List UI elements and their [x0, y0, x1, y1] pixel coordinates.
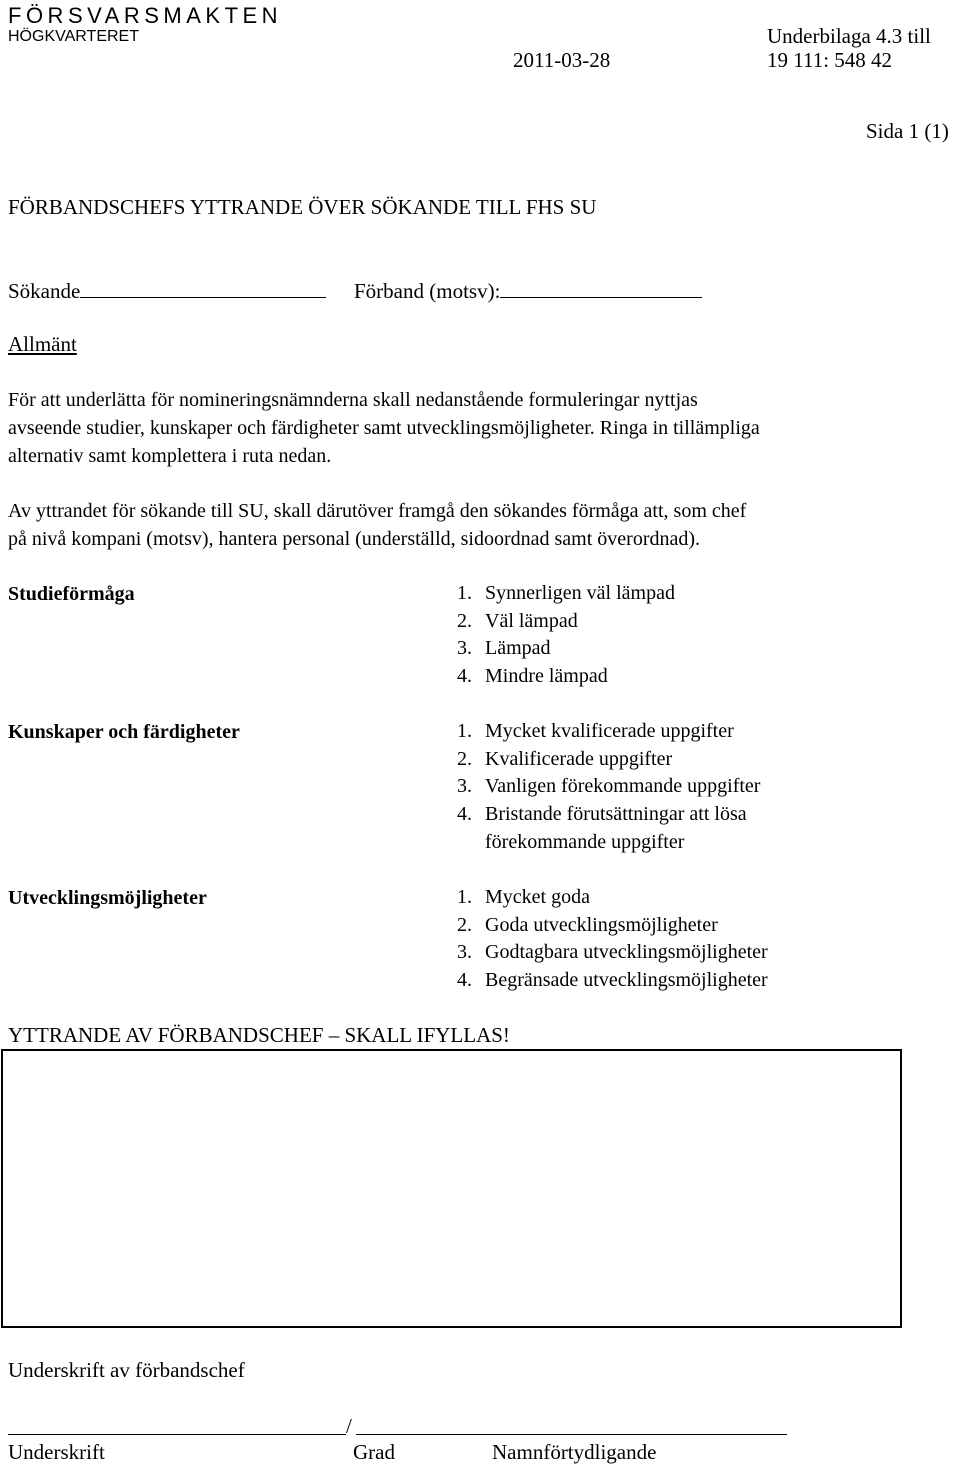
rank-label: Grad [353, 1440, 395, 1464]
criterion-options [457, 718, 805, 857]
signature-line[interactable] [8, 1434, 346, 1435]
applicant-label: Sökande [8, 279, 81, 303]
option-item[interactable]: 3. Vanligen förekommande uppgifter [457, 775, 761, 798]
org-name: FÖRSVARSMAKTEN [8, 3, 283, 28]
document-title: FÖRBANDSCHEFS YTTRANDE ÖVER SÖKANDE TILL FHS SU [8, 195, 597, 219]
option-item[interactable]: 4. Bristande förutsättningar att lösa förekommande uppgifter [457, 803, 747, 853]
option-item[interactable]: 2. Kvalificerade uppgifter [457, 747, 673, 770]
signature-heading: Underskrift av förbandschef [8, 1358, 245, 1382]
name-clarification-label: Namnförtydligande [492, 1440, 657, 1464]
general-paragraph-1-line-2: avseende studier, kunskaper och färdigheter samt utvecklingsmöjligheter. Ringa in tillämpliga [8, 417, 760, 439]
signature-separator: / [346, 1414, 352, 1438]
statement-heading: YTTRANDE AV FÖRBANDSCHEF – SKALL IFYLLAS! [8, 1023, 510, 1047]
page-number: Sida 1 (1) [866, 119, 949, 143]
option-item[interactable]: 3. Godtagbara utvecklingsmöjligheter [457, 941, 768, 964]
general-paragraph-2-line-1: Av yttrandet för sökande till SU, skall därutöver framgå den sökandes förmåga att, som chef [8, 500, 747, 522]
option-item[interactable]: 2. Goda utvecklingsmöjligheter [457, 913, 718, 936]
applicant-line[interactable] [80, 296, 326, 298]
attachment-label: Underbilaga 4.3 till [767, 24, 931, 48]
general-paragraph-1-line-1: För att underlätta för nomineringsnämnderna skall nedanstående formuleringar nyttjas [8, 389, 698, 411]
general-paragraph-1-line-3: alternativ samt komplettera i ruta nedan. [8, 445, 332, 467]
unit-label: Förband (motsv): [354, 279, 501, 303]
general-paragraph-2-line-2: på nivå kompani (motsv), hantera personal (underställd, sidoordnad samt överordnad). [8, 528, 701, 550]
option-item[interactable]: 2. Väl lämpad [457, 609, 578, 632]
signature-label: Underskrift [8, 1440, 105, 1464]
unit-field[interactable] [354, 277, 702, 305]
option-item[interactable]: 1. Synnerligen väl lämpad [457, 582, 675, 604]
option-item[interactable]: 4. Mindre lämpad [457, 665, 608, 688]
document-date: 2011-03-28 [513, 48, 611, 72]
criterion-options [457, 884, 768, 995]
unit-line[interactable] [500, 296, 702, 298]
criterion-options [457, 580, 675, 691]
name-line[interactable] [356, 1434, 787, 1435]
criterion-label: Studieförmåga [8, 583, 135, 605]
applicant-field[interactable] [8, 277, 326, 305]
option-item[interactable]: 1. Mycket goda [457, 886, 590, 908]
reference-number: 19 111: 548 42 [767, 48, 893, 72]
option-item[interactable]: 4. Begränsade utvecklingsmöjligheter [457, 969, 768, 992]
option-item[interactable]: 3. Lämpad [457, 637, 551, 660]
general-heading: Allmänt [8, 332, 77, 356]
option-item[interactable]: 1. Mycket kvalificerade uppgifter [457, 720, 734, 742]
statement-box[interactable] [1, 1049, 902, 1328]
org-unit: HÖGKVARTERET [8, 28, 139, 45]
criterion-label: Utvecklingsmöjligheter [8, 887, 207, 909]
criterion-label: Kunskaper och färdigheter [8, 721, 240, 743]
